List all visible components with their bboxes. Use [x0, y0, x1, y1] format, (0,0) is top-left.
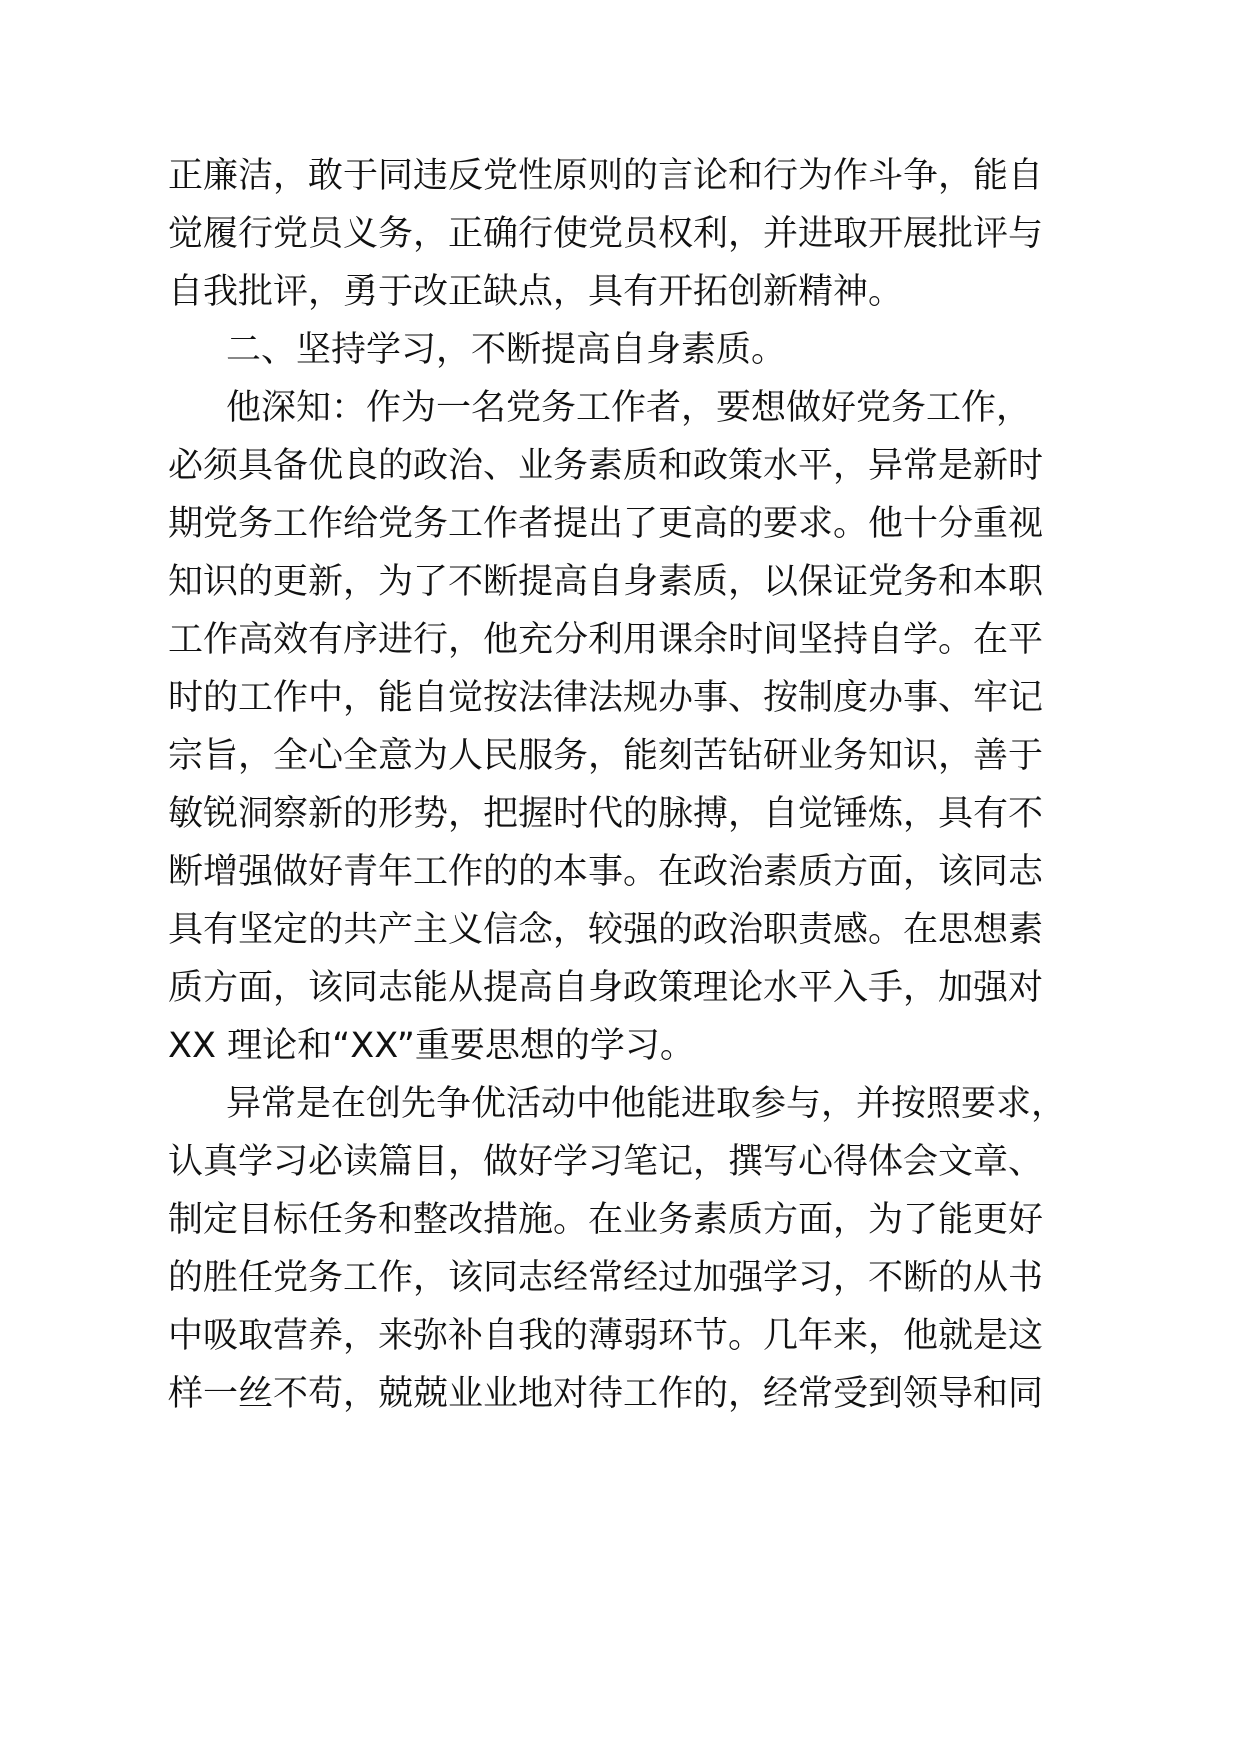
- body-line: 认真学习必读篇目，做好学习笔记，撰写心得体会文章、: [168, 1142, 1044, 1182]
- body-line: 宗旨，全心全意为人民服务，能刻苦钻研业务知识，善于: [168, 736, 1044, 776]
- body-line: 敏锐洞察新的形势，把握时代的脉搏，自觉锤炼，具有不: [168, 794, 1044, 834]
- body-line: 样一丝不苟，兢兢业业地对待工作的，经常受到领导和同: [168, 1374, 1044, 1414]
- body-line: 知识的更新，为了不断提高自身素质，以保证党务和本职: [168, 562, 1044, 602]
- body-line: 必须具备优良的政治、业务素质和政策水平，异常是新时: [168, 446, 1044, 486]
- body-line: 工作高效有序进行，他充分利用课余时间坚持自学。在平: [168, 620, 1044, 660]
- paragraph-first-line: 异常是在创先争优活动中他能进取参与，并按照要求，: [226, 1084, 1067, 1124]
- body-line: 自我批评，勇于改正缺点，具有开拓创新精神。: [168, 272, 904, 312]
- body-line: 的胜任党务工作，该同志经常经过加强学习，不断的从书: [168, 1258, 1044, 1298]
- body-line: 期党务工作给党务工作者提出了更高的要求。他十分重视: [168, 504, 1044, 544]
- body-line: 中吸取营养，来弥补自我的薄弱环节。几年来，他就是这: [168, 1316, 1044, 1356]
- body-line: 断增强做好青年工作的的本事。在政治素质方面，该同志: [168, 852, 1044, 892]
- body-line: 时的工作中，能自觉按法律法规办事、按制度办事、牢记: [168, 678, 1044, 718]
- section-heading: 二、坚持学习，不断提高自身素质。: [226, 330, 787, 370]
- paragraph-first-line: 他深知：作为一名党务工作者，要想做好党务工作，: [226, 388, 1032, 428]
- body-line: 具有坚定的共产主义信念，较强的政治职责感。在思想素: [168, 910, 1044, 950]
- body-line: 质方面，该同志能从提高自身政策理论水平入手，加强对: [168, 968, 1044, 1008]
- body-line: 觉履行党员义务，正确行使党员权利，并进取开展批评与: [168, 214, 1044, 254]
- body-line: 制定目标任务和整改措施。在业务素质方面，为了能更好: [168, 1200, 1044, 1240]
- body-line: 正廉洁，敢于同违反党性原则的言论和行为作斗争，能自: [168, 156, 1044, 196]
- body-line: XX 理论和“XX”重要思想的学习。: [168, 1026, 695, 1066]
